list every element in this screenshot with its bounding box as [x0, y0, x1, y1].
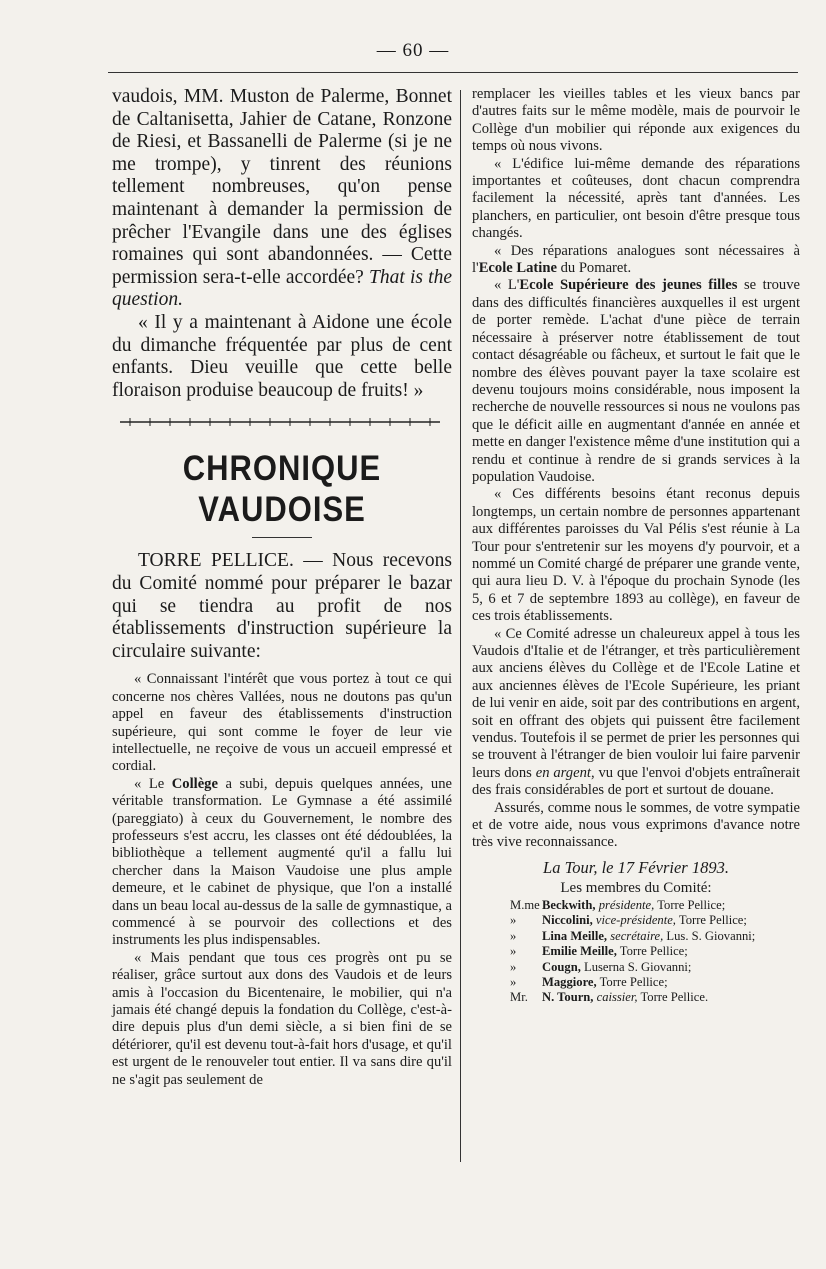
- right-para-1: remplacer les vieilles tables et les vieux bancs par d'autres faits sur le même modèle, mais de pourvoir le Collège d'un mobilier qui réponde aux exigences du temps où nous vivons.: [472, 86, 800, 155]
- member-entry: [510, 898, 800, 913]
- member-role: vice-présidente,: [595, 913, 676, 928]
- member-entry: [510, 913, 800, 928]
- member-place: Torre Pellice.: [640, 990, 709, 1005]
- right-para-2: « L'édifice lui-même demande des réparations importantes et coûteuses, dont chacun comprendra facilement la nécessité, après tant d'années. Les planchers, en particulier, ont besoin d'être presque tous changés.: [472, 155, 800, 242]
- member-entry: [510, 929, 800, 944]
- member-prefix: M.me: [510, 897, 540, 912]
- member-name: N. Tourn,: [542, 990, 594, 1005]
- article-continuation: [112, 86, 452, 312]
- p3-post: du Pomaret.: [556, 260, 632, 277]
- right-column: [472, 86, 800, 1006]
- member-entry: [510, 975, 800, 990]
- member-role: présidente,: [598, 897, 655, 912]
- torre-intro: TORRE PELLICE. — Nous recevons du Comité nommé pour préparer le bazar qui se tiendra au profit de nos établissements d'instruction supérieure la circulaire suivante:: [112, 550, 452, 662]
- p4-post: se trouve dans des difficultés financières auxquelles il est urgent de porter remède. L'achat d'une pièce de terrain nécessaire à préserver notre établissement de tout contact désagréable ou fâcheux, et surtout le fait que le nombre des élèves pouvant payer la taxe scolaire est devenu toujours moins considérable, nous imposent la recherche de nouvelle ressources si nous ne voulons pas que le déficit aille en augmentant d'année en année et mette en danger l'existence même d'une institution qui a rendu et continue à rendre de si grands services à la population Vaudoise.: [472, 277, 800, 485]
- member-place: Torre Pellice;: [678, 913, 747, 928]
- right-para-5: « Ces différents besoins étant reconus depuis longtemps, un certain nombre de personnes appartenant aux différentes paroisses du Val Pélis s'est réunie à La Tour pour s'entretenir sur les moyens d'y pourvoir, et a nommé un Comité chargé de préparer une grande vente, qui aura lieu D. V. à l'époque du prochain Synode (les 5, 6 et 7 de septembre 1893 au collège), en faveur de ces trois établissements.: [472, 486, 800, 625]
- circular-para-3: « Mais pendant que tous ces progrès ont pu se réaliser, grâce surtout aux dons des Vaudois et de leurs amis à l'occasion du Bicentenaire, le mobilier, qui n'a jamais été changé depuis la fondation du Collège, c'est-à-dire depuis plus d'un demi siècle, a si bien fini de se détériorer, qu'il est devenu tout-à-fait hors d'usage, et qu'il est urgent de le renouveler tout entier. Il va sans dire qu'il ne s'agit pas seulement de: [112, 949, 452, 1088]
- right-para-6: [472, 626, 800, 800]
- member-name: Emilie Meille,: [542, 944, 617, 959]
- member-entry: [510, 960, 800, 975]
- member-role: secrétaire,: [610, 928, 664, 943]
- right-para-4: [472, 277, 800, 486]
- signature-date: La Tour, le 17 Février 1893.: [543, 857, 729, 877]
- member-prefix: »: [510, 913, 517, 928]
- left-column: [112, 86, 452, 1089]
- circular-para-2: [112, 776, 452, 950]
- p4-bold: Ecole Supérieure des jeunes filles: [519, 277, 738, 294]
- continuation-italic: That is the question.: [112, 266, 453, 311]
- circ2-bold: Collège: [171, 775, 218, 792]
- continuation-text: vaudois, MM. Muston de Palerme, Bonnet de Caltanisetta, Jahier de Catane, Ronzone de Riesi, et Bassanelli de Palerme (si je ne me trompe), y tinrent des réunions tellement nombreuses, qu'on pense maintenant à demander la permission de prêcher l'Evangile dans une des églises romaines qui sont abandonnées. — Cette permission sera-t-elle accordée?: [112, 86, 452, 288]
- column-divider: [460, 90, 461, 1162]
- member-prefix: »: [510, 944, 517, 959]
- member-place: Torre Pellice;: [599, 974, 668, 989]
- p6-post: , vu que l'envoi d'objets entraînerait des frais considérables de port et surtout de douane.: [472, 764, 800, 799]
- member-place: Torre Pellice;: [657, 897, 726, 912]
- member-prefix: »: [510, 959, 517, 974]
- section-title: CHRONIQUE VAUDOISE: [182, 447, 382, 530]
- header-rule: [108, 72, 798, 73]
- members-heading: Les membres du Comité:: [560, 879, 712, 896]
- circular-para-1: « Connaissant l'intérêt que vous portez à tout ce qui concerne nos chères Vallées, nous ne doutons pas qu'un appel en faveur des établissements d'instruction supérieure, qui sont comme le foyer de leur vie intellectuelle, ne reçoive de vous un accueil empressé et cordial.: [112, 671, 452, 775]
- circ2-pre: « Le: [134, 775, 172, 792]
- member-name: Lina Meille,: [542, 928, 608, 943]
- member-prefix: »: [510, 928, 517, 943]
- member-place: Luserna S. Giovanni;: [584, 959, 692, 974]
- right-para-3: [472, 243, 800, 278]
- p4-pre: « L': [494, 277, 520, 294]
- member-prefix: Mr.: [510, 990, 528, 1005]
- p3-bold: Ecole Latine: [478, 260, 557, 277]
- member-name: Beckwith,: [542, 897, 596, 912]
- section-ornament: [120, 416, 440, 428]
- right-para-7: Assurés, comme nous le sommes, de votre sympatie et de votre aide, nous vous exprimons d'avance notre très vive reconnaissance.: [472, 799, 800, 851]
- aidone-paragraph: « Il y a maintenant à Aidone une école du dimanche fréquentée par plus de cent enfants. Dieu veuille que cette belle floraison produise beaucoup de fruits! »: [112, 311, 452, 401]
- p3-pre: « Des réparations analogues sont nécessaires à l': [472, 242, 800, 277]
- title-rule: [252, 537, 312, 538]
- member-place: Torre Pellice;: [619, 944, 688, 959]
- member-name: Niccolini,: [542, 913, 593, 928]
- member-name: Cougn,: [542, 959, 581, 974]
- member-entry: [510, 990, 800, 1005]
- member-place: Lus. S. Giovanni;: [666, 928, 756, 943]
- member-name: Maggiore,: [542, 974, 597, 989]
- p6-italic: en argent: [535, 764, 591, 781]
- member-role: caissier,: [596, 990, 638, 1005]
- member-entry: [510, 944, 800, 959]
- circ2-post: a subi, depuis quelques années, une véritable transformation. Le Gymnase a été assimilé (pareggiato) à ceux du Gouvernement, le nombre des professeurs s'est accru, les classes ont été dédoublées, la bibliothèque a tellement augmenté qu'il a fallu lui chercher dans la Maison Vaudoise une plus ample demeure, et le cabinet de physique, que l'on a installé dans un beau local au-dessus de la salle de gymnastique, a commencé à se pourvoir des collections et des instruments les plus indispensables.: [112, 775, 453, 949]
- members-list: [510, 898, 800, 1006]
- p6-pre: « Ce Comité adresse un chaleureux appel à tous les Vaudois d'Italie et de l'étranger, et très particulièrement aux anciens élèves du Collège et de l'Ecole Latine et aux anciennes élèves de l'Ecole Supérieure, les priant de lui venir en aide, soit par des contributions en argent, soit en offrant des objets qui puissent être facilement vendus. Toutefois il se permet de prier les personnes qui se trouvent à l'étranger de bien vouloir lui faire parvenir leurs dons: [472, 625, 800, 781]
- member-prefix: »: [510, 974, 517, 989]
- page-number: — 60 —: [376, 40, 450, 61]
